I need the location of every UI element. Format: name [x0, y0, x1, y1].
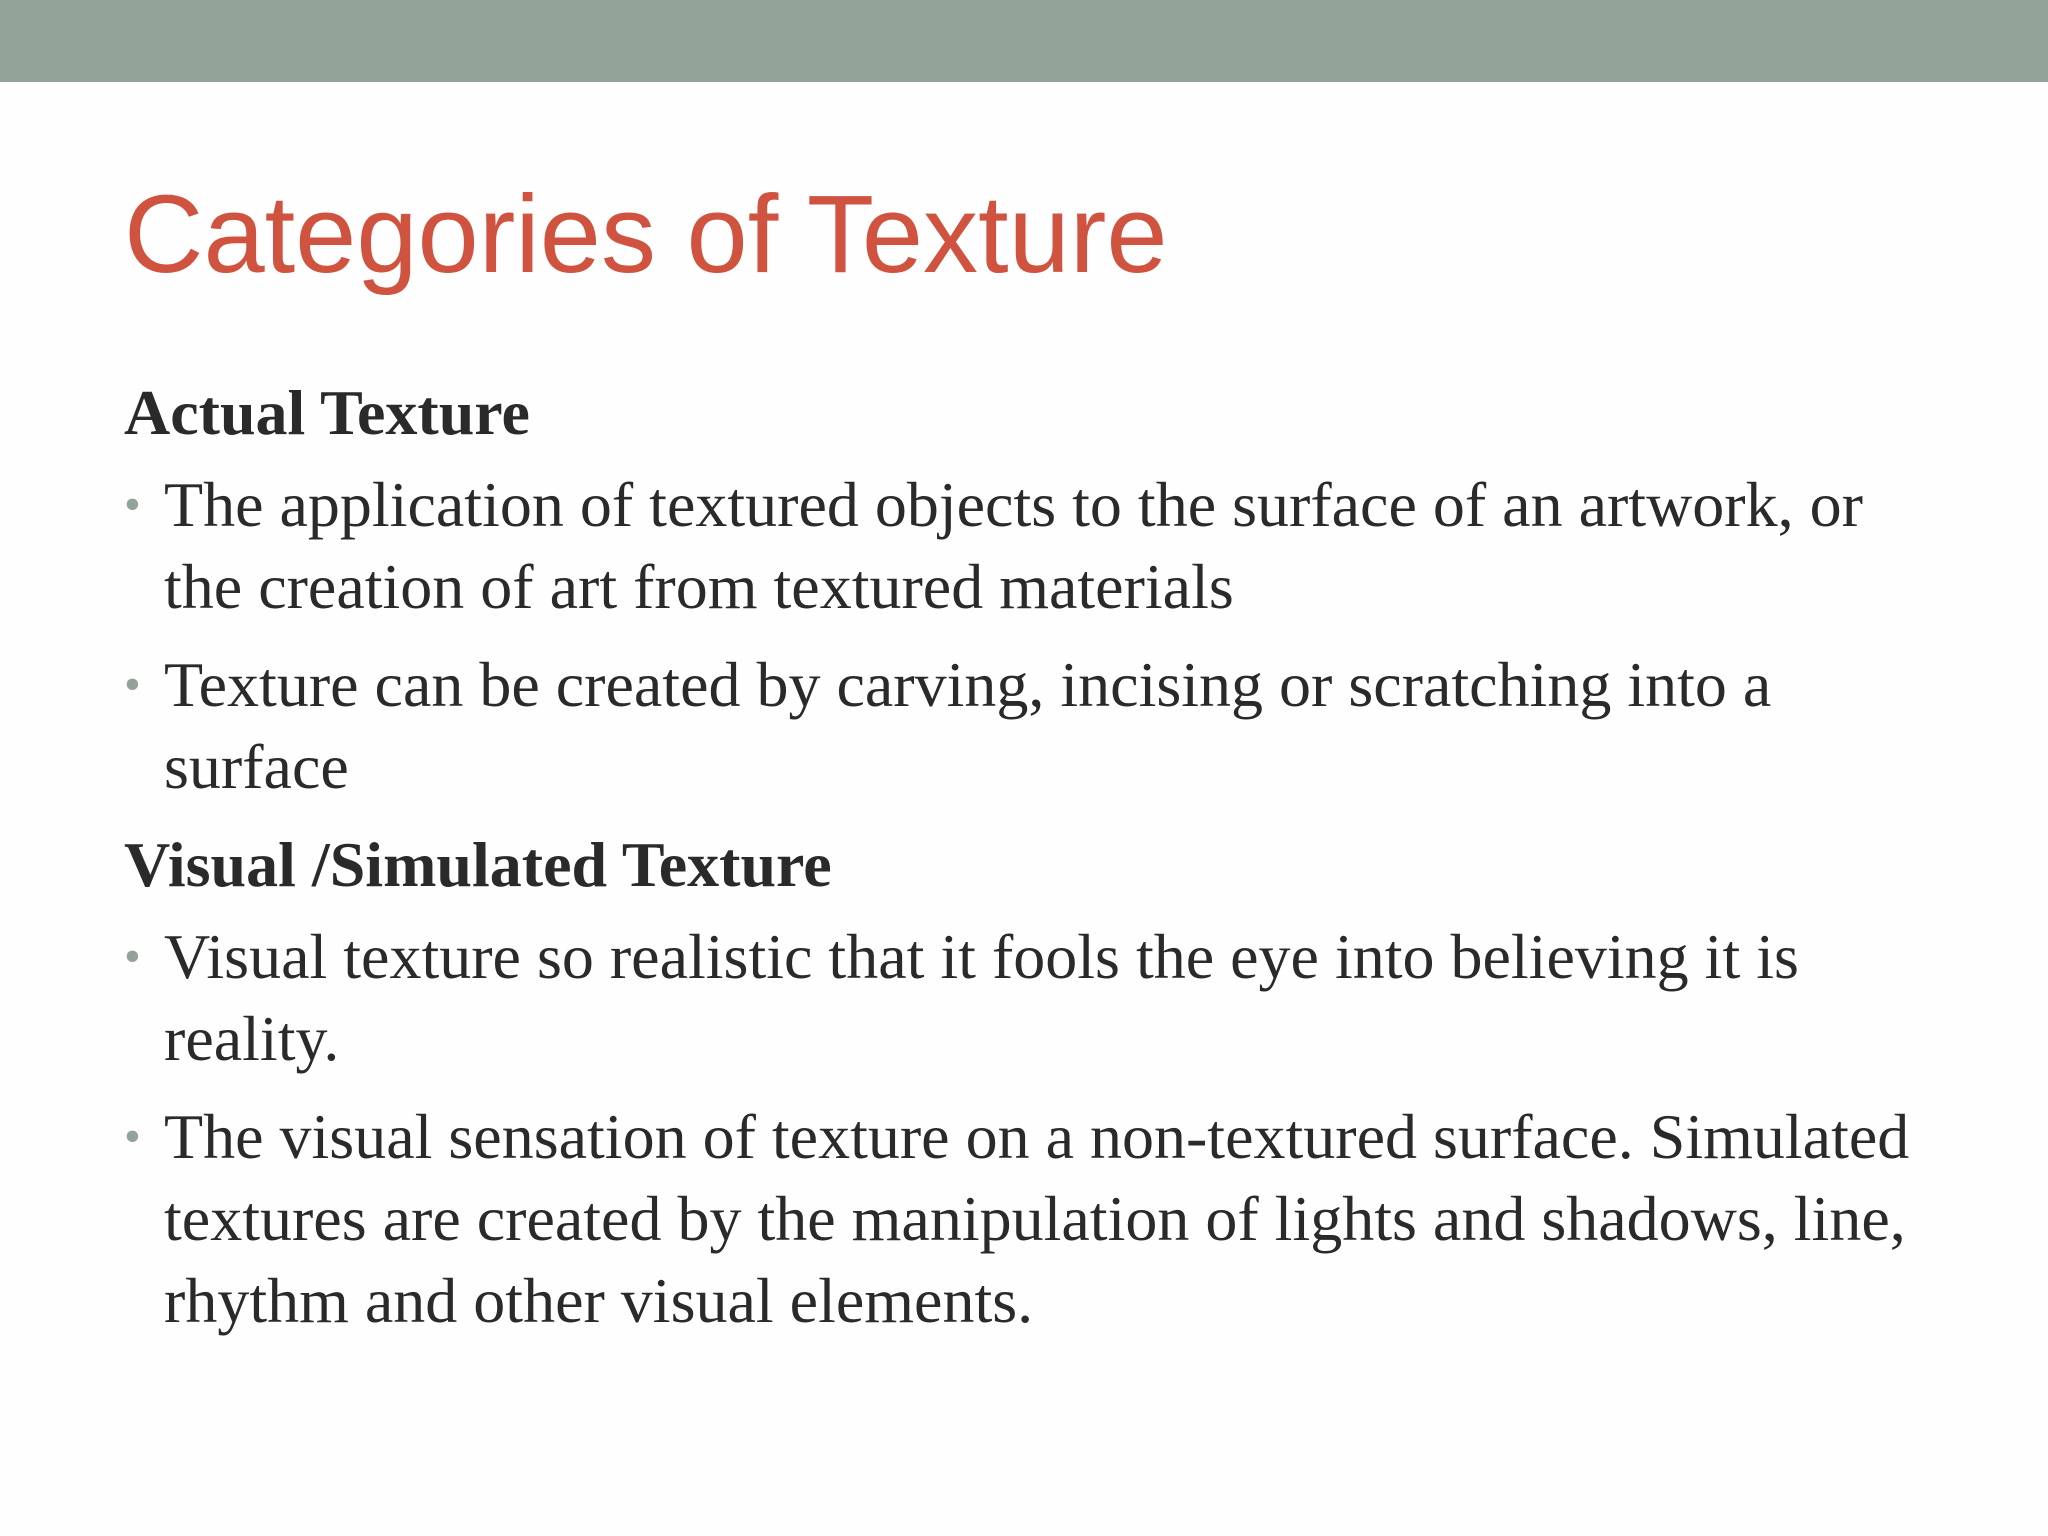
bullet-item — [124, 644, 1924, 808]
bullet-icon: • — [124, 1110, 141, 1163]
bullet-text: The application of textured objects to the surface of an artwork, or the creation of art from textured materials — [164, 469, 1863, 622]
bullet-item — [124, 464, 1924, 628]
section-heading-actual-texture: Actual Texture — [124, 377, 530, 448]
bullet-text: The visual sensation of texture on a non-textured surface. Simulated textures are created by the manipulation of lights and shadows, line, rhythm and other visual elements. — [164, 1101, 1910, 1336]
section-heading-visual-simulated-texture: Visual /Simulated Texture — [124, 829, 832, 900]
bullet-icon: • — [124, 658, 141, 711]
bullet-item — [124, 1096, 1924, 1342]
slide-title: Categories of Texture — [124, 173, 1168, 296]
slide-body — [124, 372, 1924, 1358]
slide-top-bar — [0, 0, 2048, 82]
bullet-list-visual-simulated-texture — [124, 916, 1924, 1342]
bullet-text: Visual texture so realistic that it fools the eye into believing it is reality. — [164, 921, 1799, 1074]
bullet-text: Texture can be created by carving, incising or scratching into a surface — [164, 649, 1772, 802]
bullet-item — [124, 916, 1924, 1080]
bullet-icon: • — [124, 478, 141, 531]
bullet-icon: • — [124, 930, 141, 983]
bullet-list-actual-texture — [124, 464, 1924, 808]
